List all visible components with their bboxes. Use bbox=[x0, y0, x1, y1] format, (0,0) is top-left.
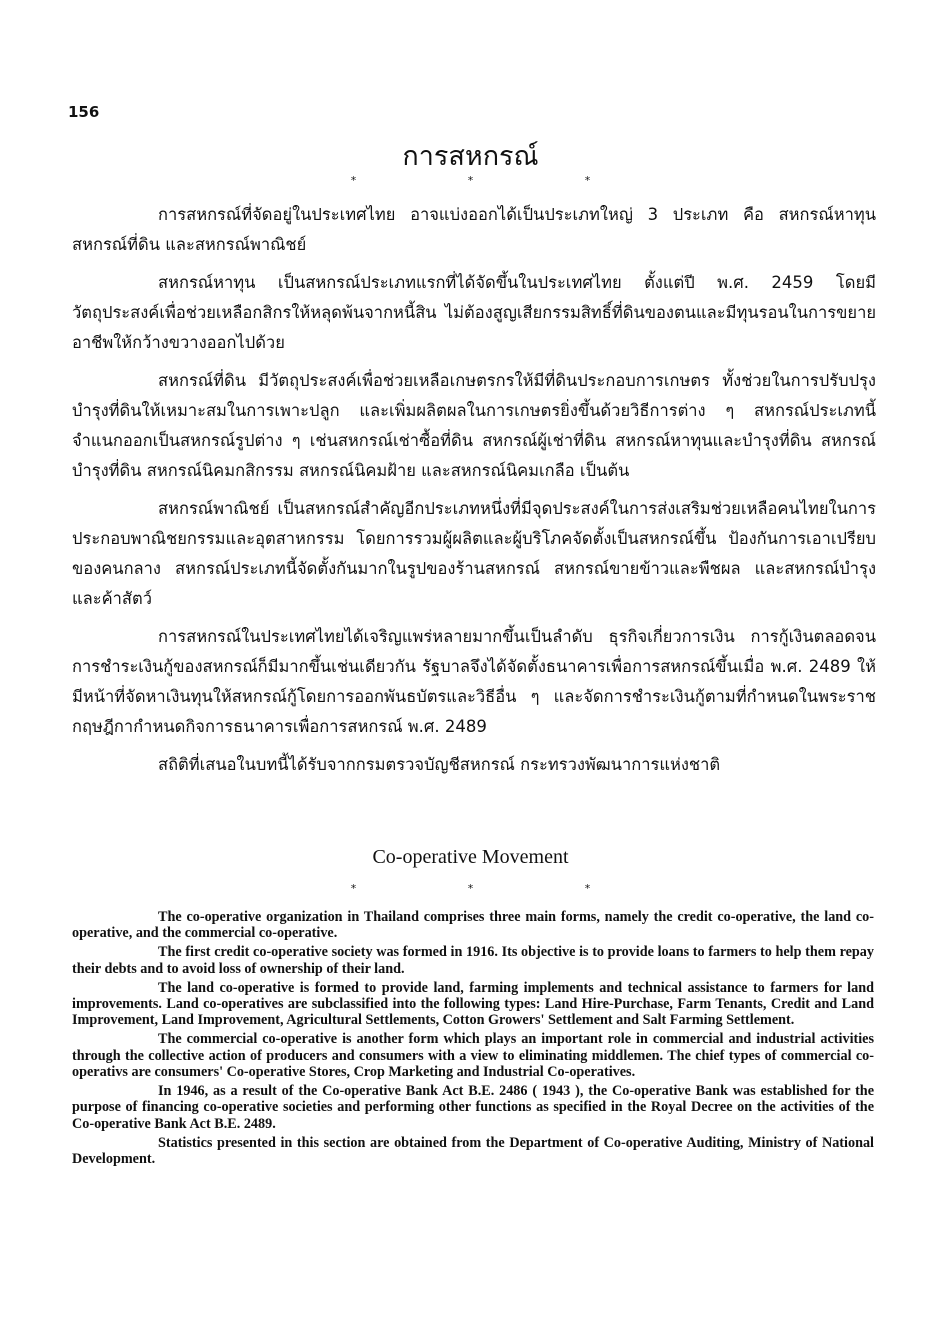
page-number: 156 bbox=[68, 103, 100, 121]
thai-paragraph: การสหกรณ์ที่จัดอยู่ในประเทศไทย อาจแบ่งออกได้เป็นประเภทใหญ่ 3 ประเภท คือ สหกรณ์หาทุน สหกรณ์ที่ดิน และสหกรณ์พาณิชย์ bbox=[72, 205, 876, 254]
english-paragraph: The co-operative organization in Thailand comprises three main forms, namely the credit co-operative, the land co-operative, and the commercial co-operative. bbox=[72, 909, 874, 942]
thai-paragraph: สหกรณ์ที่ดิน มีวัตถุประสงค์เพื่อช่วยเหลือเกษตรกรให้มีที่ดินประกอบการเกษตร ทั้งช่วยในการปรับปรุงบำรุงที่ดินให้เหมาะสมในการเพาะปลูก และเพิ่มผลิตผลในการเกษตรยิ่งขึ้นด้วยวิธีการต่าง ๆ สหกรณ์ประเภทนี้จำแนกออกเป็นสหกรณ์รูปต่าง ๆ เช่นสหกรณ์เช่าซื้อที่ดิน สหกรณ์ผู้เช่าที่ดิน สหกรณ์หาทุนและบำรุงที่ดิน สหกรณ์บำรุงที่ดิน สหกรณ์นิคมกสิกรรม สหกรณ์นิคมฝ้าย และสหกรณ์นิคมเกลือ เป็นต้น bbox=[72, 371, 876, 480]
english-paragraph: The commercial co-operative is another form which plays an important role in commercial and industrial activities through the collective action of producers and consumers with a view to eliminating middlemen. The chief types of commercial co-operativs are consumers' Co-operative Stores, Crop Marketing and Industrial Co-operatives. bbox=[72, 1031, 874, 1081]
thai-section-separator: * * * bbox=[350, 174, 645, 187]
thai-paragraph: สหกรณ์พาณิชย์ เป็นสหกรณ์สำคัญอีกประเภทหนึ่งที่มีจุดประสงค์ในการส่งเสริมช่วยเหลือคนไทยในการประกอบพาณิชยกรรมและอุตสาหกรรม โดยการรวมผู้ผลิตและผู้บริโภคจัดตั้งเป็นสหกรณ์ขึ้น ป้องกันการเอาเปรียบของคนกลาง สหกรณ์ประเภทนี้จัดตั้งกันมากในรูปของร้านสหกรณ์ สหกรณ์ขายข้าวและพืชผล และสหกรณ์บำรุงและค้าสัตว์ bbox=[72, 499, 876, 608]
english-section-title: Co-operative Movement bbox=[372, 846, 569, 868]
thai-paragraph: สหกรณ์หาทุน เป็นสหกรณ์ประเภทแรกที่ได้จัดขึ้นในประเทศไทย ตั้งแต่ปี พ.ศ. 2459 โดยมีวัตถุประสงค์เพื่อช่วยเหลือกสิกรให้หลุดพ้นจากหนี้สิน ไม่ต้องสูญเสียกรรมสิทธิ์ที่ดินของตนและมีทุนรอนในการขยายอาชีพให้กว้างขวางออกไปด้วย bbox=[72, 273, 876, 352]
english-paragraph: In 1946, as a result of the Co-operative Bank Act B.E. 2486 ( 1943 ), the Co-operative Bank was established for the purpose of financing co-operative societies and performing other functions as specified in the Royal Decree on the activities of the Co-operative Bank Act B.E. 2489. bbox=[72, 1083, 874, 1132]
thai-section-body bbox=[72, 200, 876, 788]
english-section-separator: * * * bbox=[350, 882, 645, 895]
english-paragraph: Statistics presented in this section are obtained from the Department of Co-operative Auditing, Ministry of National Development. bbox=[72, 1134, 874, 1168]
thai-paragraph: สถิติที่เสนอในบทนี้ได้รับจากกรมตรวจบัญชีสหกรณ์ กระทรวงพัฒนาการแห่งชาติ bbox=[158, 755, 721, 774]
english-paragraph: The land co-operative is formed to provide land, farming implements and technical assistance to farmers for land improvements. Land co-operatives are subclassified into the following types: Land Hire-Purchase, Farm Tenants, Credit and Land Improvement, Land Improvement, Agricultural Settlements, Cotton Growers' Settlement and Salt Farming Settlement. bbox=[72, 979, 874, 1029]
thai-section-title: การสหกรณ์ bbox=[402, 141, 539, 172]
thai-paragraph: การสหกรณ์ในประเทศไทยได้เจริญแพร่หลายมากขึ้นเป็นลำดับ ธุรกิจเกี่ยวการเงิน การกู้เงินตลอดจนการชำระเงินกู้ของสหกรณ์ก็มีมากขึ้นเช่นเดียวกัน รัฐบาลจึงได้จัดตั้งธนาคารเพื่อการสหกรณ์ขึ้นเมื่อ พ.ศ. 2489 ให้มีหน้าที่จัดหาเงินทุนให้สหกรณ์กู้โดยการออกพันธบัตรและวิธีอื่น ๆ และจัดการชำระเงินกู้ตามที่กำหนดในพระราชกฤษฎีกากำหนดกิจการธนาคารเพื่อการสหกรณ์ พ.ศ. 2489 bbox=[72, 627, 876, 736]
english-paragraph: The first credit co-operative society was formed in 1916. Its objective is to provide loans to farmers to help them repay their debts and to avoid loss of ownership of their land. bbox=[72, 944, 874, 977]
english-section-body bbox=[72, 909, 874, 1170]
